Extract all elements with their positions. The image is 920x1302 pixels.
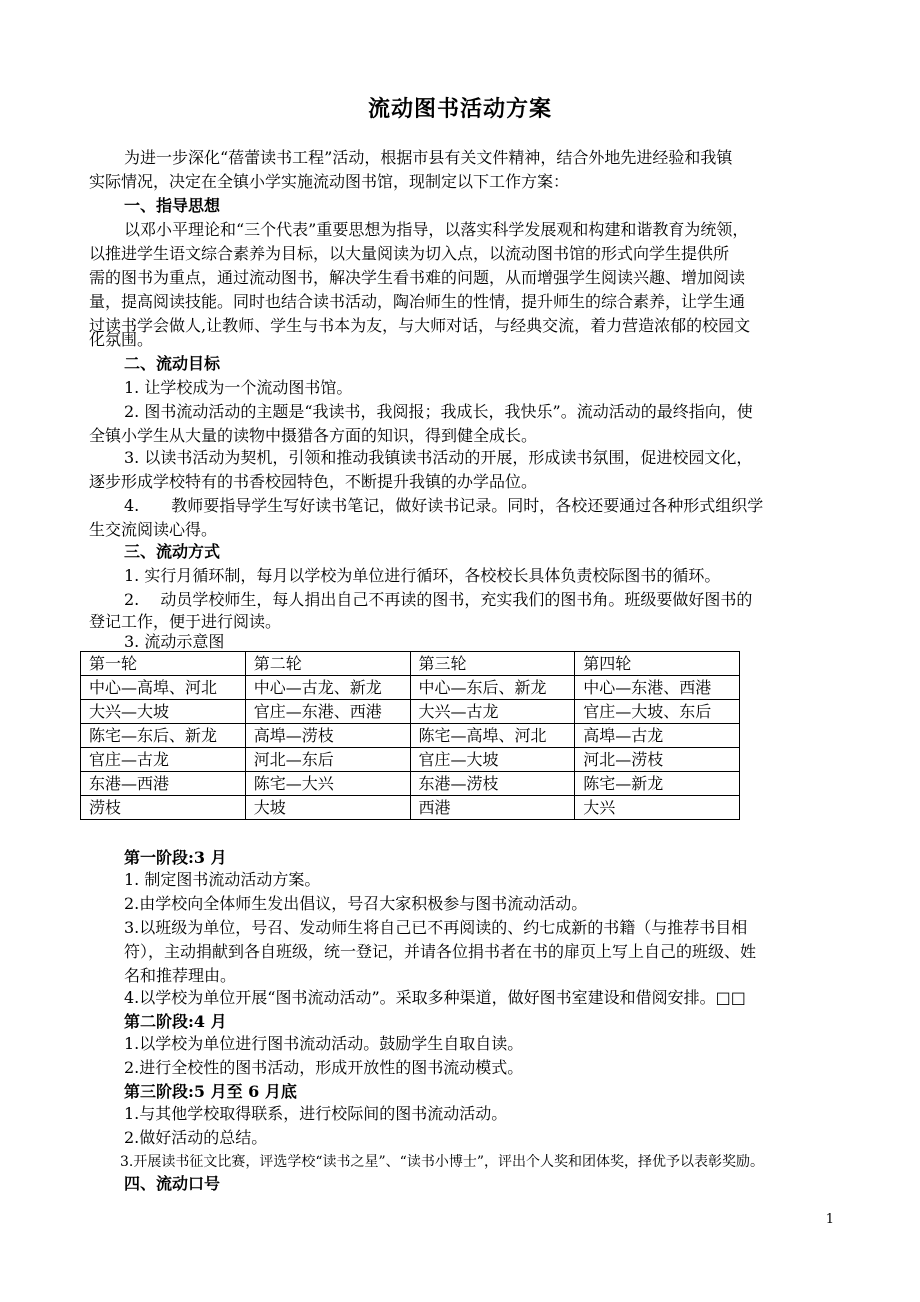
table-row bbox=[81, 676, 740, 700]
paragraph-line: 4. 教师要指导学生写好读书笔记，做好读书记录。同时，各校还要通过各种形式组织学 bbox=[124, 496, 764, 515]
table-row bbox=[81, 724, 740, 748]
paragraph-line: 需的图书为重点，通过流动图书，解决学生看书难的问题，从而增强学生阅读兴趣、增加阅读 bbox=[89, 268, 746, 287]
table-cell: 中心—古龙、新龙 bbox=[245, 676, 410, 700]
table-cell: 西港 bbox=[410, 796, 575, 820]
table-cell: 官庄—大坡、东后 bbox=[575, 700, 740, 724]
section-heading-slogans: 四、流动口号 bbox=[124, 1174, 221, 1193]
intro-line-2: 实际情况，决定在全镇小学实施流动图书馆，现制定以下工作方案： bbox=[89, 172, 570, 191]
table-cell: 高埠—古龙 bbox=[575, 724, 740, 748]
paragraph-line: 生交流阅读心得。 bbox=[89, 520, 218, 539]
stage-heading-1: 第一阶段:3 月 bbox=[124, 848, 227, 867]
intro-line-1: 为进一步深化“蓓蕾读书工程”活动，根据市县有关文件精神，结合外地先进经验和我镇 bbox=[124, 148, 733, 167]
paragraph-line: 化氛围。 bbox=[89, 330, 154, 349]
table-row bbox=[81, 772, 740, 796]
table-row bbox=[81, 700, 740, 724]
table-cell: 河北—东后 bbox=[245, 748, 410, 772]
table-cell: 大兴—大坡 bbox=[81, 700, 246, 724]
table-cell: 涝枝 bbox=[81, 796, 246, 820]
table-cell: 河北—涝枝 bbox=[575, 748, 740, 772]
paragraph-line: 全镇小学生从大量的读物中摄猎各方面的知识，得到健全成长。 bbox=[89, 426, 538, 445]
paragraph-line: 2.由学校向全体师生发出倡议，号召大家积极参与图书流动活动。 bbox=[124, 894, 588, 913]
paragraph-line: 过读书学会做人,让教师、学生与书本为友，与大师对话，与经典交流，着力营造浓郁的校园文 bbox=[89, 316, 751, 335]
table-cell: 陈宅—大兴 bbox=[245, 772, 410, 796]
paragraph-line: 2. 图书流动活动的主题是“我读书，我阅报；我成长，我快乐”。流动活动的最终指向，使 bbox=[124, 402, 753, 421]
table-cell: 中心—高埠、河北 bbox=[81, 676, 246, 700]
table-row bbox=[81, 748, 740, 772]
table-cell: 高埠—涝枝 bbox=[245, 724, 410, 748]
paragraph-line: 3. 以读书活动为契机，引领和推动我镇读书活动的开展，形成读书氛围，促进校园文化， bbox=[124, 448, 753, 467]
paragraph-line: 1. 让学校成为一个流动图书馆。 bbox=[124, 378, 353, 397]
paragraph-line: 逐步形成学校特有的书香校园特色，不断提升我镇的办学品位。 bbox=[89, 472, 538, 491]
stage-heading-3: 第三阶段:5 月至 6 月底 bbox=[124, 1082, 297, 1101]
section-heading-methods: 三、流动方式 bbox=[124, 542, 221, 561]
paragraph-line: 3.开展读书征文比赛，评选学校“读书之星”、“读书小博士”，评出个人奖和团体奖，择优予以表彰奖励。 bbox=[120, 1154, 764, 1170]
table-cell: 大兴—古龙 bbox=[410, 700, 575, 724]
paragraph-line: 以邓小平理论和“三个代表”重要思想为指导，以落实科学发展观和构建和谐教育为统领， bbox=[124, 220, 749, 239]
table-header-cell: 第二轮 bbox=[245, 652, 410, 676]
rotation-table bbox=[80, 651, 740, 820]
paragraph-line: 1. 制定图书流动活动方案。 bbox=[124, 870, 321, 889]
table-cell: 官庄—东港、西港 bbox=[245, 700, 410, 724]
table-cell: 中心—东后、新龙 bbox=[410, 676, 575, 700]
section-heading-goals: 二、流动目标 bbox=[124, 354, 221, 373]
paragraph-line: 3. 流动示意图 bbox=[124, 632, 225, 651]
table-cell: 陈宅—东后、新龙 bbox=[81, 724, 246, 748]
page-number: 1 bbox=[825, 1212, 834, 1227]
paragraph-line: 1. 实行月循环制，每月以学校为单位进行循环，各校校长具体负责校际图书的循环。 bbox=[124, 566, 721, 585]
paragraph-line: 符），主动捐献到各自班级，统一登记，并请各位捐书者在书的扉页上写上自己的班级、姓 bbox=[124, 942, 757, 961]
table-cell: 官庄—古龙 bbox=[81, 748, 246, 772]
paragraph-line: 以推进学生语文综合素养为目标，以大量阅读为切入点，以流动图书馆的形式向学生提供所 bbox=[89, 244, 730, 263]
table-header-cell: 第三轮 bbox=[410, 652, 575, 676]
paragraph-line: 1.以学校为单位进行图书流动活动。鼓励学生自取自读。 bbox=[124, 1034, 524, 1053]
paragraph-line: 3.以班级为单位，号召、发动师生将自己已不再阅读的、约七成新的书籍（与推荐书目相 bbox=[124, 918, 748, 937]
paragraph-line: 2. 动员学校师生，每人捐出自己不再读的图书，充实我们的图书角。班级要做好图书的 bbox=[124, 590, 753, 609]
section-heading-guiding-ideology: 一、指导思想 bbox=[124, 196, 221, 215]
paragraph-line: 名和推荐理由。 bbox=[124, 966, 237, 985]
paragraph-line: 2.做好活动的总结。 bbox=[124, 1128, 268, 1147]
table-row bbox=[81, 796, 740, 820]
paragraph-line: 2.进行全校性的图书活动，形成开放性的图书流动模式。 bbox=[124, 1058, 524, 1077]
table-header-row bbox=[81, 652, 740, 676]
table-header-cell: 第一轮 bbox=[81, 652, 246, 676]
table-cell: 陈宅—新龙 bbox=[575, 772, 740, 796]
table-cell: 陈宅—高埠、河北 bbox=[410, 724, 575, 748]
table-cell: 大坡 bbox=[245, 796, 410, 820]
table-header-cell: 第四轮 bbox=[575, 652, 740, 676]
table-cell: 东港—西港 bbox=[81, 772, 246, 796]
paragraph-line: 量，提高阅读技能。同时也结合读书活动，陶冶师生的性情，提升师生的综合素养，让学生通 bbox=[89, 292, 746, 311]
paragraph-line: 登记工作，便于进行阅读。 bbox=[89, 612, 282, 631]
paragraph-line: 4.以学校为单位开展“图书流动活动”。采取多种渠道，做好图书室建设和借阅安排。□□ bbox=[124, 988, 746, 1007]
table-cell: 东港—涝枝 bbox=[410, 772, 575, 796]
paragraph-line: 1.与其他学校取得联系，进行校际间的图书流动活动。 bbox=[124, 1104, 508, 1123]
table-cell: 大兴 bbox=[575, 796, 740, 820]
table-cell: 中心—东港、西港 bbox=[575, 676, 740, 700]
table-cell: 官庄—大坡 bbox=[410, 748, 575, 772]
stage-heading-2: 第二阶段:4 月 bbox=[124, 1012, 227, 1031]
document-title: 流动图书活动方案 bbox=[367, 96, 552, 122]
